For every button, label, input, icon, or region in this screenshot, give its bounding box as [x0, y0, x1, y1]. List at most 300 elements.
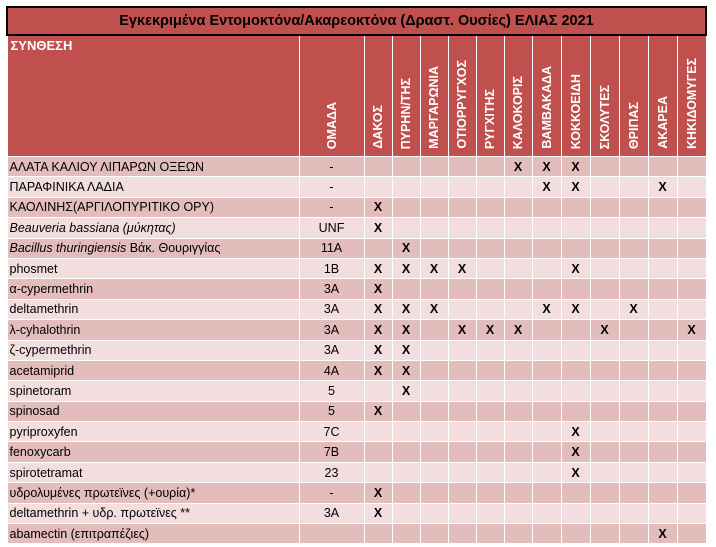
empty-cell	[504, 299, 532, 319]
empty-cell	[448, 157, 476, 177]
empty-cell	[364, 177, 392, 197]
empty-cell	[392, 177, 420, 197]
substance-name-text: deltamethrin + υδρ. πρωτεϊνες **	[9, 506, 191, 521]
approval-mark: X	[364, 218, 392, 238]
empty-cell	[532, 218, 561, 238]
table-row	[7, 320, 706, 340]
empty-cell	[448, 524, 476, 544]
empty-cell	[677, 238, 706, 258]
approval-mark: X	[561, 422, 590, 442]
table-row	[7, 258, 706, 278]
group-value: -	[299, 483, 364, 503]
empty-cell	[619, 442, 648, 462]
empty-cell	[532, 524, 561, 544]
pest-header	[392, 35, 420, 157]
substance-name-text: spinosad	[9, 404, 60, 419]
empty-cell	[392, 157, 420, 177]
empty-cell	[677, 401, 706, 421]
substance-name-italic: Bacillus thuringiensis	[9, 241, 127, 256]
empty-cell	[590, 340, 619, 360]
group-value: 7C	[299, 422, 364, 442]
empty-cell	[677, 279, 706, 299]
group-value: UNF	[299, 218, 364, 238]
empty-cell	[532, 320, 561, 340]
empty-cell	[648, 218, 677, 238]
empty-cell	[619, 401, 648, 421]
pest-header	[476, 35, 504, 157]
group-value	[299, 524, 364, 544]
empty-cell	[420, 279, 448, 299]
substance-name-text: ΑΛΑΤΑ ΚΑΛΙΟΥ ΛΙΠΑΡΩΝ ΟΞΕΩΝ	[9, 159, 205, 174]
empty-cell	[392, 422, 420, 442]
empty-cell	[476, 503, 504, 523]
empty-cell	[476, 197, 504, 217]
empty-cell	[648, 197, 677, 217]
empty-cell	[532, 340, 561, 360]
empty-cell	[448, 299, 476, 319]
empty-cell	[590, 483, 619, 503]
empty-cell	[532, 381, 561, 401]
substance-name	[7, 360, 299, 380]
table-row	[7, 381, 706, 401]
approval-mark: X	[648, 177, 677, 197]
empty-cell	[420, 503, 448, 523]
empty-cell	[648, 442, 677, 462]
group-header-label: ΟΜΑΔΑ	[324, 101, 339, 149]
table-row	[7, 299, 706, 319]
empty-cell	[504, 218, 532, 238]
empty-cell	[504, 524, 532, 544]
substance-name	[7, 401, 299, 421]
empty-cell	[677, 177, 706, 197]
pest-header-label: ΟΤΙΟΡΡΥΓΧΟΣ	[455, 60, 469, 149]
table-row	[7, 279, 706, 299]
substance-name-text: acetamiprid	[9, 363, 75, 378]
empty-cell	[364, 157, 392, 177]
approval-mark: X	[420, 299, 448, 319]
empty-cell	[619, 238, 648, 258]
empty-cell	[448, 279, 476, 299]
empty-cell	[619, 462, 648, 482]
empty-cell	[648, 360, 677, 380]
group-value: 7B	[299, 442, 364, 462]
table-row	[7, 360, 706, 380]
approval-mark: X	[648, 524, 677, 544]
empty-cell	[448, 177, 476, 197]
group-value: -	[299, 157, 364, 177]
approval-mark: X	[392, 299, 420, 319]
approval-mark: X	[561, 299, 590, 319]
empty-cell	[561, 197, 590, 217]
empty-cell	[677, 218, 706, 238]
table-row	[7, 503, 706, 523]
empty-cell	[619, 157, 648, 177]
table-row	[7, 238, 706, 258]
approval-mark: X	[392, 360, 420, 380]
empty-cell	[619, 422, 648, 442]
substance-name-text: abamectin (επιτραπέζιες)	[9, 526, 150, 541]
empty-cell	[476, 442, 504, 462]
empty-cell	[504, 177, 532, 197]
empty-cell	[476, 381, 504, 401]
empty-cell	[677, 258, 706, 278]
approval-mark: X	[392, 258, 420, 278]
empty-cell	[561, 401, 590, 421]
pest-header-label: ΣΚΟΛΥΤΕΣ	[597, 84, 612, 149]
empty-cell	[448, 197, 476, 217]
empty-cell	[532, 360, 561, 380]
approval-mark: X	[364, 320, 392, 340]
empty-cell	[532, 197, 561, 217]
pest-header-label: ΜΑΡΓΑΡΩΝΙΑ	[427, 66, 441, 149]
substance-name-text: υδρολυμένες πρωτεϊνες (+ουρία)*	[9, 485, 196, 500]
empty-cell	[619, 524, 648, 544]
table-row	[7, 422, 706, 442]
empty-cell	[364, 238, 392, 258]
table-row	[7, 218, 706, 238]
empty-cell	[648, 503, 677, 523]
empty-cell	[476, 157, 504, 177]
pest-header-label: ΚΟΚΚΟΕΙΔΗ	[568, 73, 583, 149]
empty-cell	[561, 381, 590, 401]
empty-cell	[561, 279, 590, 299]
empty-cell	[590, 442, 619, 462]
empty-cell	[448, 340, 476, 360]
empty-cell	[619, 381, 648, 401]
table-body	[7, 157, 706, 544]
empty-cell	[420, 483, 448, 503]
approval-mark: X	[364, 483, 392, 503]
empty-cell	[590, 401, 619, 421]
substance-name-text: ζ-cypermethrin	[9, 343, 92, 358]
empty-cell	[590, 381, 619, 401]
approval-mark: X	[561, 177, 590, 197]
empty-cell	[677, 524, 706, 544]
empty-cell	[364, 524, 392, 544]
pest-header-label: ΔΑΚΟΣ	[371, 105, 385, 149]
empty-cell	[420, 320, 448, 340]
pest-header-label: ΚΑΛΟΚΟΡΙΣ	[511, 75, 525, 149]
empty-cell	[677, 381, 706, 401]
approval-mark: X	[590, 320, 619, 340]
empty-cell	[619, 177, 648, 197]
empty-cell	[619, 483, 648, 503]
empty-cell	[590, 258, 619, 278]
empty-cell	[476, 258, 504, 278]
empty-cell	[392, 503, 420, 523]
pest-header	[677, 35, 706, 157]
empty-cell	[476, 218, 504, 238]
empty-cell	[677, 340, 706, 360]
group-value: 23	[299, 462, 364, 482]
empty-cell	[590, 197, 619, 217]
empty-cell	[677, 462, 706, 482]
empty-cell	[476, 422, 504, 442]
empty-cell	[619, 218, 648, 238]
approval-mark: X	[392, 340, 420, 360]
substance-name	[7, 197, 299, 217]
empty-cell	[619, 503, 648, 523]
substance-name	[7, 157, 299, 177]
empty-cell	[392, 462, 420, 482]
empty-cell	[590, 279, 619, 299]
empty-cell	[392, 197, 420, 217]
substance-name	[7, 279, 299, 299]
empty-cell	[619, 279, 648, 299]
substance-name-text: ΚΑΟΛΙΝΗΣ(ΑΡΓΙΛΟΠΥΡΙΤΙΚΟ ΟΡΥ)	[9, 200, 215, 215]
pest-header	[648, 35, 677, 157]
empty-cell	[448, 381, 476, 401]
approval-mark: X	[504, 320, 532, 340]
table-title: Εγκεκριμένα Εντομοκτόνα/Ακαρεοκτόνα (Δραστ. Ουσίες) ΕΛΙΑΣ 2021	[7, 7, 706, 35]
empty-cell	[561, 503, 590, 523]
substance-name	[7, 381, 299, 401]
empty-cell	[392, 524, 420, 544]
empty-cell	[504, 401, 532, 421]
composition-header: ΣΥΝΘΕΣΗ	[7, 35, 299, 157]
empty-cell	[504, 197, 532, 217]
approval-mark: X	[448, 258, 476, 278]
empty-cell	[677, 197, 706, 217]
approval-mark: X	[561, 157, 590, 177]
substance-name-text: phosmet	[9, 261, 58, 276]
pesticide-table	[6, 6, 707, 544]
empty-cell	[392, 279, 420, 299]
substance-name-text: λ-cyhalothrin	[9, 322, 81, 337]
empty-cell	[677, 503, 706, 523]
empty-cell	[420, 177, 448, 197]
empty-cell	[590, 218, 619, 238]
empty-cell	[648, 279, 677, 299]
empty-cell	[532, 503, 561, 523]
approval-mark: X	[448, 320, 476, 340]
empty-cell	[504, 340, 532, 360]
substance-name	[7, 483, 299, 503]
empty-cell	[420, 524, 448, 544]
pest-header	[619, 35, 648, 157]
substance-name	[7, 218, 299, 238]
empty-cell	[532, 483, 561, 503]
empty-cell	[561, 238, 590, 258]
approval-mark: X	[364, 340, 392, 360]
empty-cell	[504, 238, 532, 258]
group-value: -	[299, 177, 364, 197]
approval-mark: X	[420, 258, 448, 278]
table-row	[7, 524, 706, 544]
empty-cell	[590, 503, 619, 523]
empty-cell	[648, 462, 677, 482]
table-row	[7, 157, 706, 177]
empty-cell	[392, 401, 420, 421]
approval-mark: X	[364, 279, 392, 299]
table-row	[7, 197, 706, 217]
empty-cell	[590, 177, 619, 197]
empty-cell	[532, 401, 561, 421]
pest-header-label: ΑΚΑΡΕΑ	[655, 96, 670, 149]
substance-name-text: α-cypermethrin	[9, 282, 94, 297]
empty-cell	[648, 422, 677, 442]
empty-cell	[648, 483, 677, 503]
table-row	[7, 483, 706, 503]
empty-cell	[648, 381, 677, 401]
empty-cell	[677, 299, 706, 319]
empty-cell	[677, 422, 706, 442]
empty-cell	[504, 503, 532, 523]
empty-cell	[420, 238, 448, 258]
substance-name-text: Βάκ. Θουριγγίας	[126, 241, 221, 256]
empty-cell	[590, 524, 619, 544]
approval-mark: X	[532, 299, 561, 319]
empty-cell	[420, 360, 448, 380]
substance-name	[7, 422, 299, 442]
empty-cell	[448, 483, 476, 503]
table-row	[7, 462, 706, 482]
approval-mark: X	[561, 442, 590, 462]
empty-cell	[532, 238, 561, 258]
empty-cell	[561, 320, 590, 340]
substance-name	[7, 258, 299, 278]
empty-cell	[619, 320, 648, 340]
empty-cell	[561, 360, 590, 380]
empty-cell	[677, 157, 706, 177]
empty-cell	[532, 462, 561, 482]
empty-cell	[420, 422, 448, 442]
empty-cell	[476, 483, 504, 503]
pest-header	[364, 35, 392, 157]
table-row	[7, 442, 706, 462]
approval-mark: X	[364, 360, 392, 380]
empty-cell	[392, 218, 420, 238]
approval-mark: X	[392, 320, 420, 340]
empty-cell	[648, 320, 677, 340]
empty-cell	[420, 197, 448, 217]
empty-cell	[448, 442, 476, 462]
header-row	[7, 35, 706, 157]
empty-cell	[504, 422, 532, 442]
empty-cell	[448, 503, 476, 523]
empty-cell	[504, 381, 532, 401]
group-value: 3A	[299, 340, 364, 360]
pest-header-label: ΡΥΓΧΙΤΗΣ	[483, 88, 497, 149]
empty-cell	[590, 157, 619, 177]
group-value: 3A	[299, 320, 364, 340]
approval-mark: X	[392, 238, 420, 258]
empty-cell	[448, 360, 476, 380]
empty-cell	[677, 360, 706, 380]
approval-mark: X	[532, 177, 561, 197]
approval-mark: X	[364, 258, 392, 278]
empty-cell	[420, 442, 448, 462]
empty-cell	[364, 462, 392, 482]
empty-cell	[532, 279, 561, 299]
table-row	[7, 401, 706, 421]
empty-cell	[561, 524, 590, 544]
empty-cell	[532, 442, 561, 462]
substance-name-text: pyriproxyfen	[9, 424, 78, 439]
substance-name	[7, 177, 299, 197]
empty-cell	[619, 340, 648, 360]
empty-cell	[619, 197, 648, 217]
group-value: 3A	[299, 299, 364, 319]
empty-cell	[476, 299, 504, 319]
substance-name	[7, 340, 299, 360]
empty-cell	[648, 401, 677, 421]
empty-cell	[677, 442, 706, 462]
approval-mark: X	[504, 157, 532, 177]
empty-cell	[648, 299, 677, 319]
pest-header	[561, 35, 590, 157]
substance-name-italic: Beauveria bassiana (μύκητας)	[9, 220, 176, 235]
empty-cell	[476, 360, 504, 380]
substance-name-text: fenoxycarb	[9, 445, 71, 460]
empty-cell	[364, 442, 392, 462]
pest-header	[448, 35, 476, 157]
substance-name	[7, 238, 299, 258]
table-row	[7, 177, 706, 197]
empty-cell	[648, 340, 677, 360]
table-row	[7, 340, 706, 360]
empty-cell	[476, 401, 504, 421]
pest-header	[590, 35, 619, 157]
substance-name	[7, 299, 299, 319]
pest-header	[532, 35, 561, 157]
approval-mark: X	[677, 320, 706, 340]
group-value: 3A	[299, 279, 364, 299]
empty-cell	[590, 462, 619, 482]
empty-cell	[448, 422, 476, 442]
group-value: 5	[299, 381, 364, 401]
approval-mark: X	[392, 381, 420, 401]
empty-cell	[476, 177, 504, 197]
empty-cell	[504, 442, 532, 462]
pest-header-label: ΘΡΙΠΑΣ	[626, 101, 641, 149]
empty-cell	[420, 462, 448, 482]
empty-cell	[619, 360, 648, 380]
group-value: 4A	[299, 360, 364, 380]
substance-name	[7, 442, 299, 462]
empty-cell	[590, 238, 619, 258]
pest-header-label: ΚΗΚΙΔΟΜΥΓΕΣ	[684, 57, 699, 149]
group-value: 5	[299, 401, 364, 421]
empty-cell	[532, 422, 561, 442]
empty-cell	[590, 299, 619, 319]
substance-name	[7, 462, 299, 482]
empty-cell	[476, 238, 504, 258]
pest-header	[420, 35, 448, 157]
empty-cell	[561, 340, 590, 360]
empty-cell	[590, 422, 619, 442]
approval-mark: X	[476, 320, 504, 340]
empty-cell	[420, 340, 448, 360]
pest-header-label: ΠΥΡΗΝ/ΤΗΣ	[399, 77, 413, 149]
approval-mark: X	[561, 258, 590, 278]
group-value: 1B	[299, 258, 364, 278]
empty-cell	[476, 524, 504, 544]
empty-cell	[420, 381, 448, 401]
empty-cell	[648, 157, 677, 177]
group-value: 3A	[299, 503, 364, 523]
empty-cell	[504, 279, 532, 299]
pesticide-table-container	[6, 6, 707, 544]
empty-cell	[448, 462, 476, 482]
empty-cell	[476, 462, 504, 482]
approval-mark: X	[364, 401, 392, 421]
substance-name-text: ΠΑΡΑΦΙΝΙΚΑ ΛΑΔΙΑ	[9, 180, 124, 195]
substance-name	[7, 503, 299, 523]
empty-cell	[392, 442, 420, 462]
substance-name-text: spinetoram	[9, 383, 72, 398]
empty-cell	[590, 360, 619, 380]
